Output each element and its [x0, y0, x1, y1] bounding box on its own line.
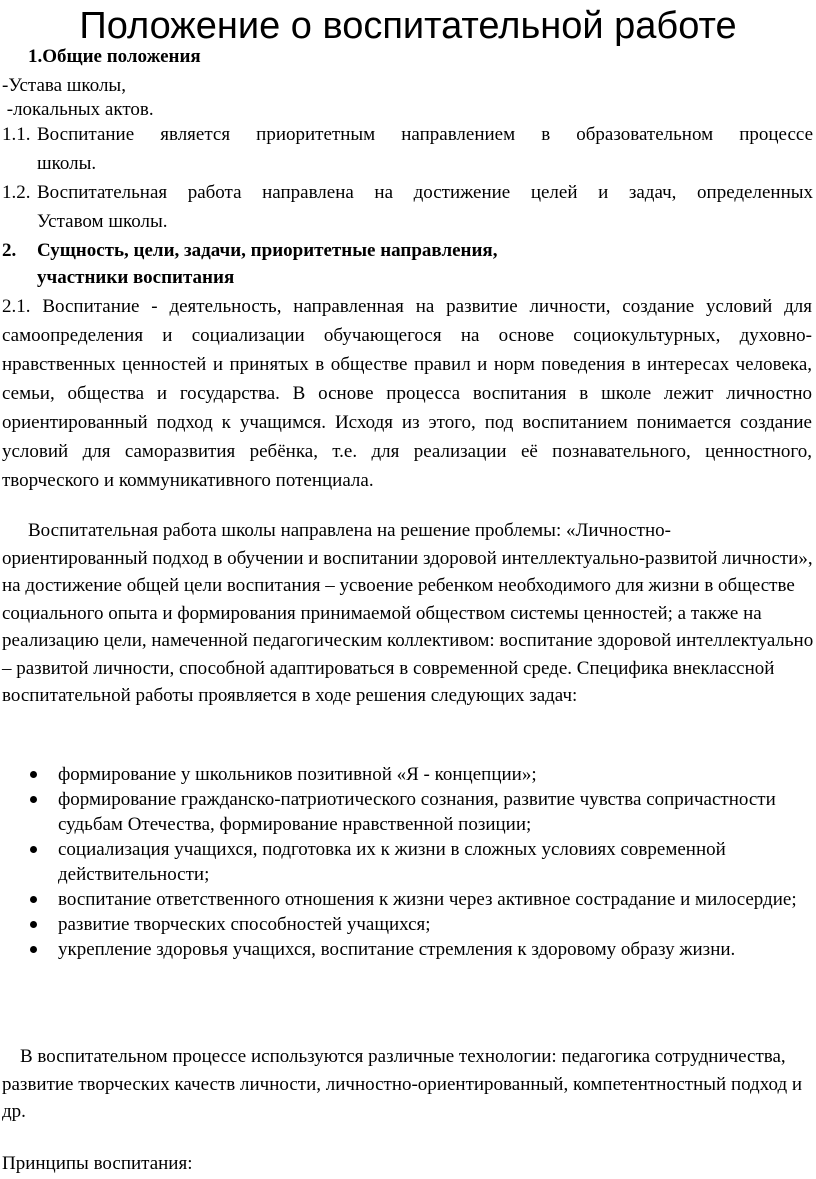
bullet-icon: [30, 771, 37, 778]
list-item: развитие творческих способностей учащихся;: [0, 912, 816, 937]
document-title: Положение о воспитательной работе: [79, 5, 737, 47]
item-number: 1.1.: [2, 124, 31, 145]
bullet-icon: [30, 796, 37, 803]
list-item-charter: -Устава школы,: [2, 75, 126, 96]
list-item: формирование гражданско-патриотического сознания, развитие чувства сопричастности судьбам Отечества, формирование нравственной позиции;: [0, 787, 816, 837]
section2-heading-line2: участники воспитания: [37, 267, 235, 288]
bullet-icon: [30, 846, 37, 853]
section2-number: 2.: [2, 240, 17, 261]
list-item: воспитание ответственного отношения к жизни через активное сострадание и милосердие;: [0, 887, 816, 912]
bullet-icon: [30, 946, 37, 953]
bullet-icon: [30, 896, 37, 903]
item-number: 1.2.: [2, 182, 31, 203]
section1-heading: 1.Общие положения: [28, 46, 201, 67]
list-item: социализация учащихся, подготовка их к жизни в сложных условиях современной действительности;: [0, 837, 816, 887]
item-1-2-line1: Воспитательная работа направлена на достижение целей и задач, определенных: [37, 182, 813, 203]
item-1-1-line2: школы.: [37, 153, 97, 174]
item-1-1-line1: Воспитание является приоритетным направлением в образовательном процессе: [37, 124, 813, 145]
section2-paragraph: 2.1. Воспитание - деятельность, направленная на развитие личности, создание условий для самоопределения и социализации обучающегося на основе социокультурных, духовно-нравственных ценностей и принятых в обществе правил и норм поведения в интересах человека, семьи, общества и государства. В основе процесса воспитания в школе лежит личностно ориентированный подход к учащимся. Исходя из этого, под воспитанием понимается создание условий для саморазвития ребёнка, т.е. для реализации её познавательного, ценностного, творческого и коммуникативного потенциала.: [2, 296, 812, 491]
technologies-paragraph: В воспитательном процессе используются различные технологии: педагогика сотрудничества, развитие творческих качеств личности, личностно-ориентированный, компетентностный подход и др.: [2, 1046, 803, 1122]
bullet-icon: [30, 921, 37, 928]
work-paragraph: Воспитательная работа школы направлена на решение проблемы: «Личностно-ориентированный подход в обучении и воспитании здоровой интеллектуально-развитой личности», на достижение общей цели воспитания – усвоение ребенком необходимого для жизни в обществе социального опыта и формирования принимаемой обществом системы ценностей; а также на реализацию цели, намеченной педагогическим коллективом: воспитание здоровой интеллектуально – развитой личности, способной адаптироваться в современной среде. Специфика внеклассной воспитательной работы проявляется в ходе решения следующих задач:: [2, 520, 814, 706]
section2-heading-line1: Сущность, цели, задачи, приоритетные направления,: [37, 240, 498, 261]
list-item-local-acts: -локальных актов.: [2, 99, 154, 120]
tasks-list: [0, 762, 816, 962]
list-item: формирование у школьников позитивной «Я - концепции»;: [0, 762, 816, 787]
item-1-2-line2: Уставом школы.: [37, 211, 168, 232]
list-item: укрепление здоровья учащихся, воспитание стремления к здоровому образу жизни.: [0, 937, 816, 962]
principles-heading: Принципы воспитания:: [2, 1153, 193, 1174]
